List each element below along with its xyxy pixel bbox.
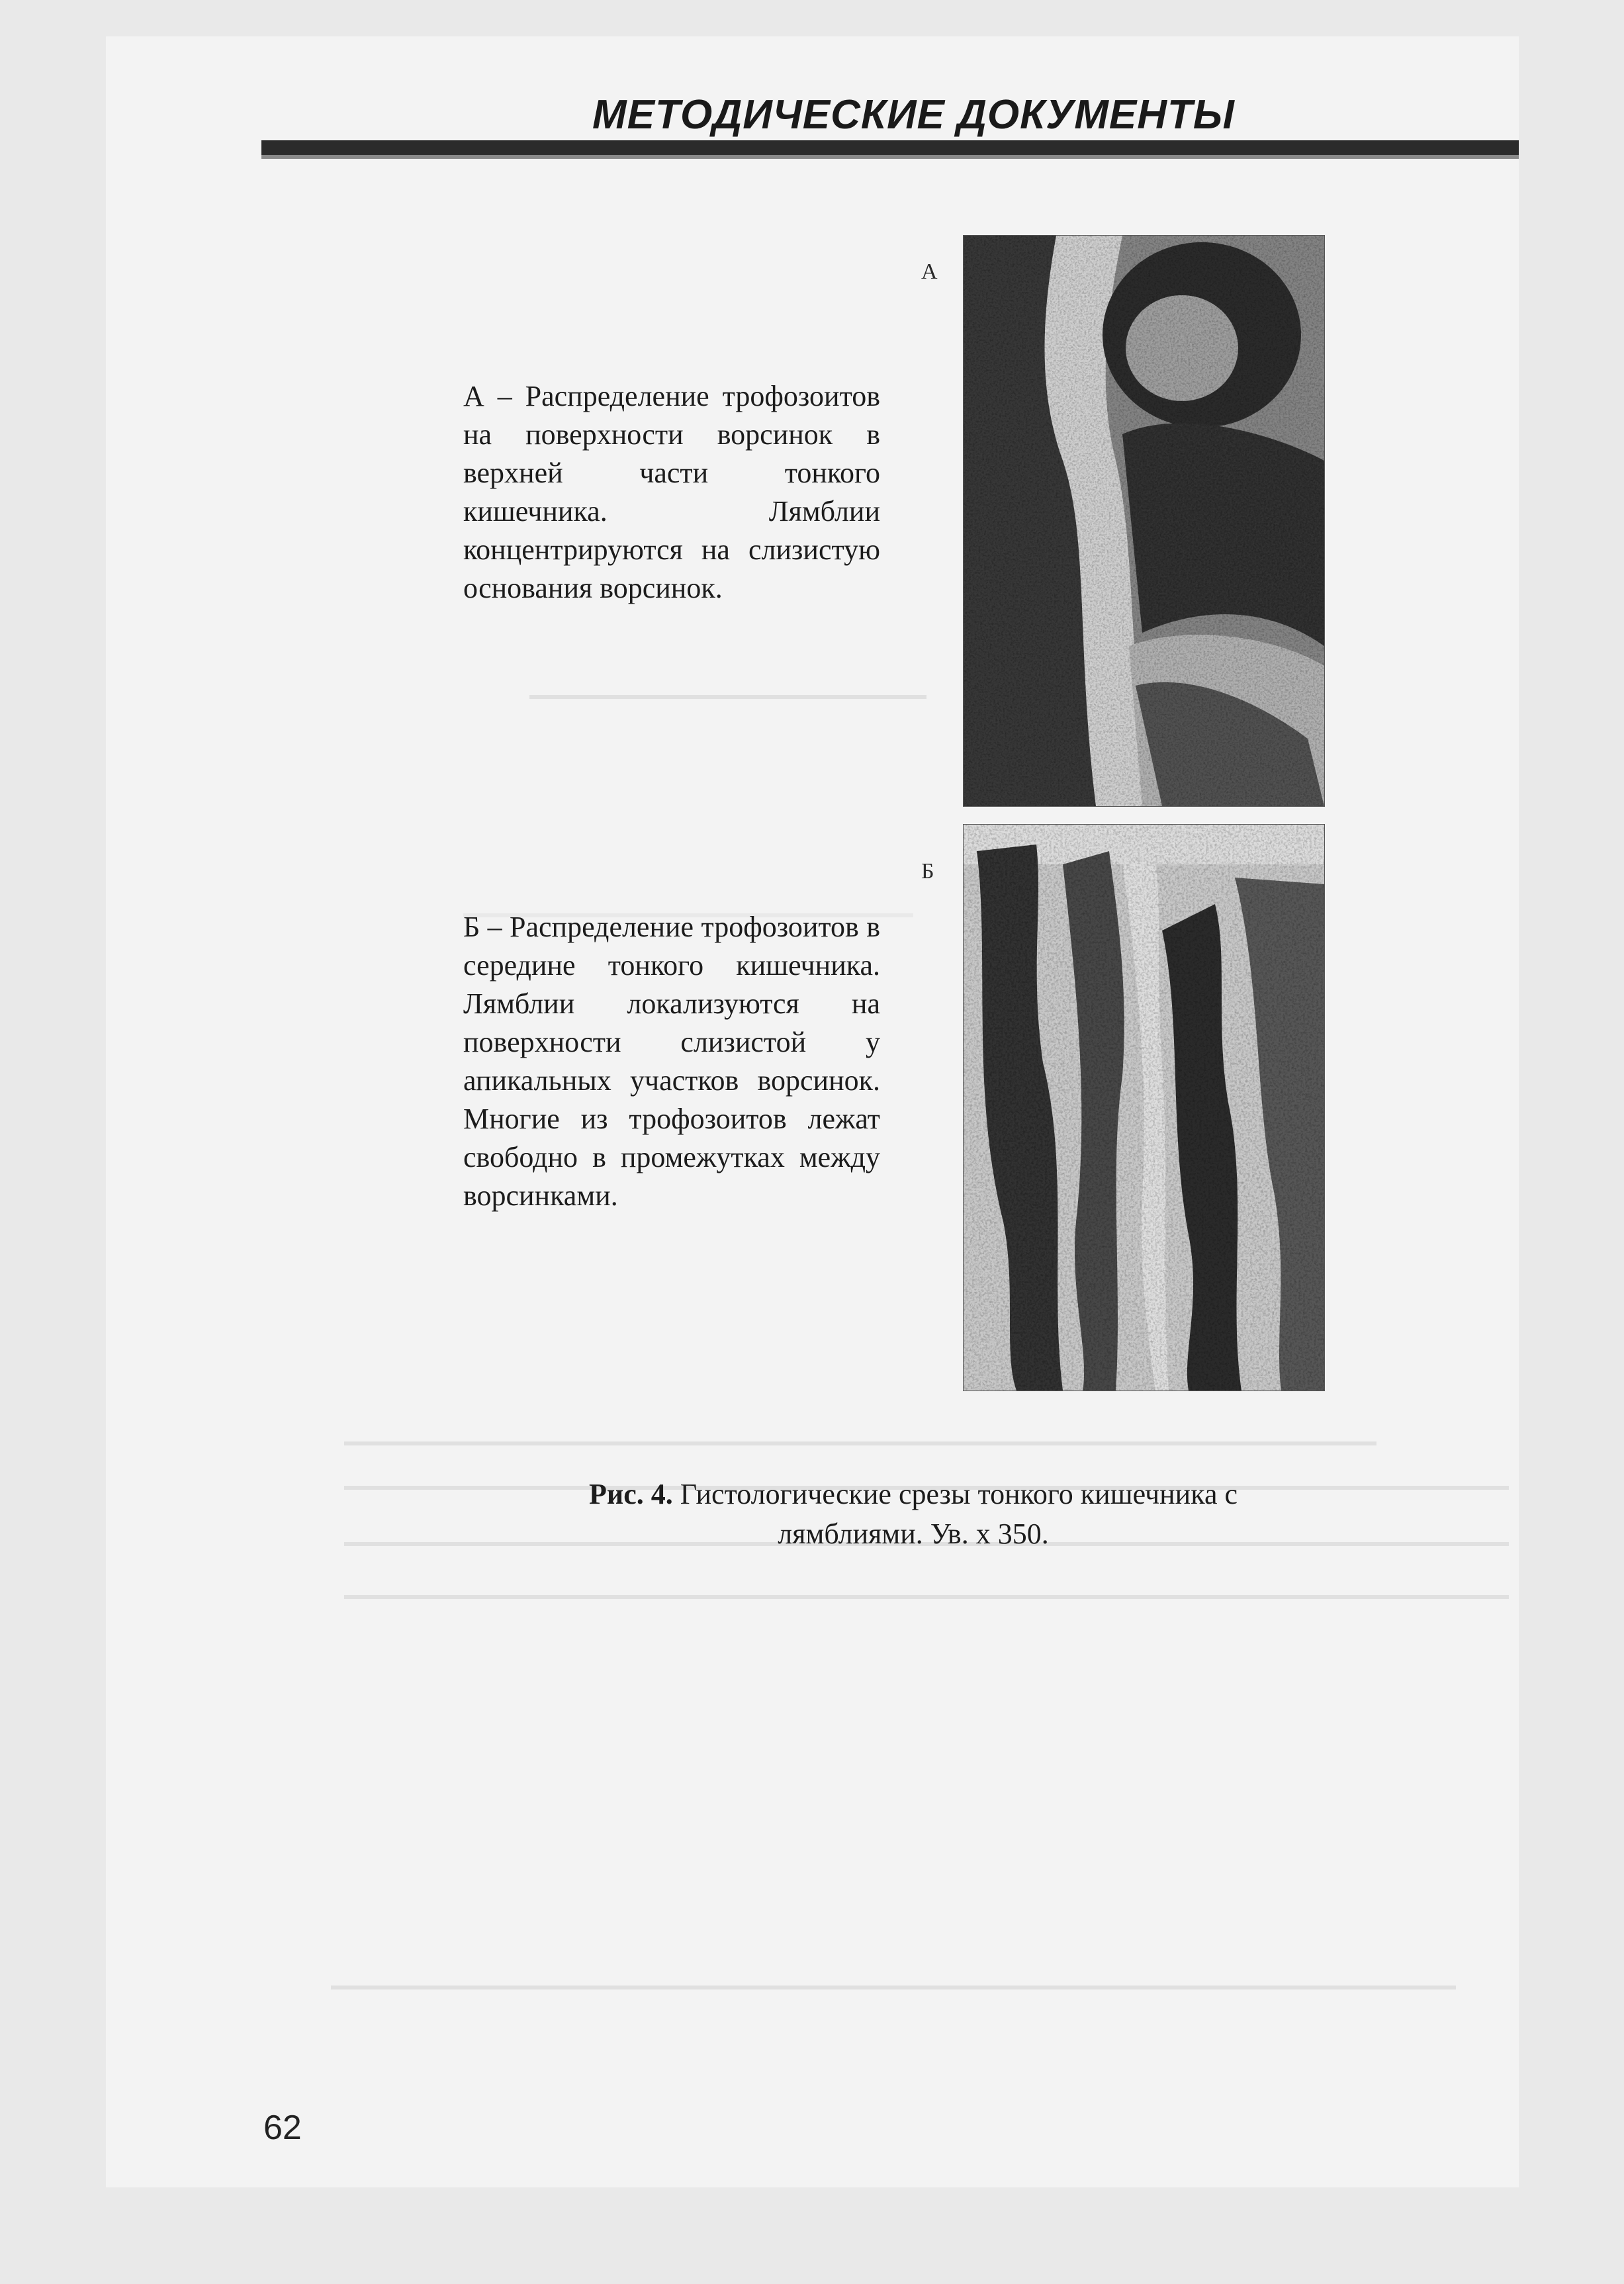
plate-a-micrograph	[963, 235, 1325, 807]
plate-a-letter: А	[921, 259, 938, 284]
bleed-through	[331, 1986, 1456, 1989]
plate-b-caption: Б – Распределение трофозоитов в середине тонкого кишечника. Лямблии локализуются на поверхности слизистой у апикальных участков ворсинок. Многие из трофозоитов лежат свободно в промежутках между ворсинками.	[463, 911, 880, 1212]
figure-text: Гистологические срезы тонкого кишечника с лямблиями. Ув. х 350.	[680, 1478, 1238, 1550]
figure-label: Рис. 4.	[588, 1478, 673, 1510]
bleed-through	[344, 1595, 1509, 1599]
page-header-title: МЕТОДИЧЕСКИЕ ДОКУМЕНТЫ	[592, 92, 1235, 138]
figure-caption	[582, 1475, 1244, 1554]
bleed-through	[344, 1441, 1376, 1445]
plate-b-letter: Б	[921, 859, 934, 884]
plate-b-micrograph	[963, 824, 1325, 1391]
page-number: 62	[263, 2109, 302, 2147]
plate-a-caption: А – Распределение трофозоитов на поверхности ворсинок в верхней части тонкого кишечника. Лямблии концентрируются на слизистую основания ворсинок.	[463, 380, 880, 604]
bleed-through	[529, 695, 926, 699]
header-rule	[261, 140, 1519, 159]
